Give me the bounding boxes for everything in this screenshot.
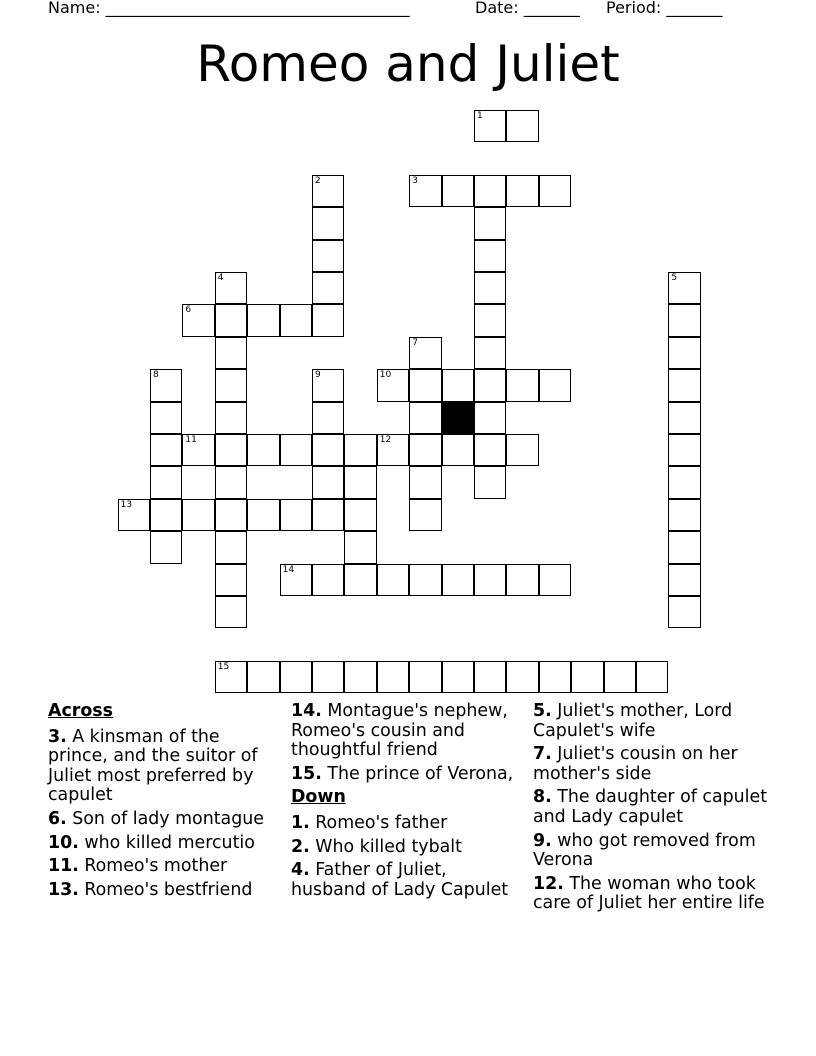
grid-cell[interactable] [409,466,441,498]
clue-text: Father of Juliet, husband of Lady Capulet [291,860,509,900]
grid-cell[interactable] [377,564,409,596]
grid-cell[interactable] [474,207,506,239]
grid-cell[interactable] [280,304,312,336]
grid-cell[interactable] [668,596,700,628]
grid-cell[interactable] [442,661,474,693]
clue-item [291,838,523,858]
clue-number: 13. [48,879,79,900]
grid-cell[interactable] [474,304,506,336]
cell-number: 11 [185,435,197,445]
grid-cell[interactable] [409,661,441,693]
clue-number: 2. [291,836,310,857]
grid-cell[interactable] [215,304,247,336]
clue-text: A kinsman of the prince, and the suitor of Juliet most preferred by capulet [48,726,258,806]
clue-item [533,832,773,871]
grid-cell[interactable] [409,369,441,401]
grid-cell[interactable] [182,304,214,336]
grid-cell[interactable] [215,564,247,596]
grid-cell[interactable] [215,466,247,498]
grid-cell[interactable] [312,402,344,434]
grid-cell[interactable] [474,175,506,207]
clue-number: 4. [291,860,310,881]
grid-cell[interactable] [247,434,279,466]
grid-cell[interactable] [247,661,279,693]
grid-cell[interactable] [668,369,700,401]
grid-cell[interactable] [474,661,506,693]
grid-cell[interactable] [571,661,603,693]
clue-text: The woman who took care of Juliet her entire life [533,873,765,914]
grid-cell[interactable] [312,240,344,272]
cell-number: 3 [412,175,418,186]
grid-cell[interactable] [215,661,247,693]
clue-item [48,881,280,901]
grid-cell[interactable] [668,337,700,369]
clue-item [291,861,523,900]
grid-cell[interactable] [474,337,506,369]
grid-cell[interactable] [442,369,474,401]
grid-cell[interactable] [539,369,571,401]
cell-number: 5 [671,273,678,283]
grid-cell[interactable] [668,466,700,498]
grid-cell[interactable] [118,499,150,531]
cell-number: 13 [120,499,133,510]
grid-cell[interactable] [280,499,312,531]
grid-cell[interactable] [312,207,344,239]
clue-item [48,728,280,806]
grid-cell[interactable] [215,434,247,466]
grid-cell[interactable] [539,564,571,596]
cell-number: 14 [282,564,295,575]
clue-number: 15. [291,763,322,784]
grid-cell[interactable] [312,175,344,207]
grid-cell[interactable] [247,499,279,531]
grid-cell[interactable] [474,434,506,466]
clue-text: who got removed from Verona [533,830,756,871]
grid-cell[interactable] [215,499,247,531]
cell-number: 10 [379,370,392,381]
clue-number: 10. [48,832,79,853]
clue-number: 7. [533,744,552,765]
grid-cell[interactable] [604,661,636,693]
cell-number: 8 [153,370,159,381]
grid-cell[interactable] [409,564,441,596]
grid-cell[interactable] [474,110,506,142]
clue-number: 3. [48,726,67,747]
grid-cell[interactable] [409,499,441,531]
grid-cell[interactable] [150,369,182,401]
clue-item [533,788,773,827]
cell-number: 15 [217,661,230,672]
grid-cell[interactable] [442,175,474,207]
grid-cell[interactable] [442,564,474,596]
grid-cell[interactable] [215,369,247,401]
grid-cell[interactable] [668,499,700,531]
clue-number: 14. [291,701,322,721]
grid-cell[interactable] [474,240,506,272]
grid-cell[interactable] [636,661,668,693]
grid-cell[interactable] [280,661,312,693]
grid-cell[interactable] [150,466,182,498]
grid-cell[interactable] [474,402,506,434]
grid-cell[interactable] [474,272,506,304]
period-field: Period: _______ [606,0,723,17]
clue-number: 6. [48,808,67,829]
grid-cell[interactable] [506,175,538,207]
grid-cell[interactable] [150,434,182,466]
grid-cell[interactable] [506,434,538,466]
clue-text: Romeo's mother [78,856,228,877]
grid-cell[interactable] [409,175,441,207]
grid-cell[interactable] [506,369,538,401]
clue-item [291,814,523,834]
grid-cell[interactable] [668,434,700,466]
grid-cell[interactable] [182,499,214,531]
clues-heading-across: Across [48,701,113,721]
cell-number: 9 [315,370,321,381]
grid-cell[interactable] [377,661,409,693]
grid-cell[interactable] [312,369,344,401]
cell-number: 12 [379,435,392,445]
cell-number: 7 [412,337,418,348]
clues-column-3 [533,702,773,918]
grid-cell[interactable] [506,564,538,596]
clue-number: 5. [533,701,552,721]
grid-cell[interactable] [442,434,474,466]
grid-cell[interactable] [668,531,700,563]
grid-cell[interactable] [312,434,344,466]
puzzle-title: Romeo and Juliet [196,35,620,93]
cell-number: 1 [477,111,483,121]
grid-cell[interactable] [474,564,506,596]
clue-number: 1. [291,812,310,833]
grid-cell[interactable] [409,402,441,434]
clue-text: Romeo's father [309,812,448,833]
clue-text: Juliet's mother, Lord Capulet's wife [533,701,733,741]
clue-item [291,702,523,761]
clue-item [48,834,280,854]
clues-column-1 [48,702,280,904]
clues-heading-down: Down [291,787,346,808]
grid-cell[interactable] [312,304,344,336]
clue-text: who killed mercutio [78,832,255,853]
clue-item [291,765,523,785]
grid-cell[interactable] [280,564,312,596]
grid-cell[interactable] [539,661,571,693]
clue-number: 12. [533,873,564,894]
clue-number: 9. [533,830,552,851]
grid-cell[interactable] [344,434,376,466]
clue-number: 8. [533,787,552,808]
grid-cell[interactable] [474,466,506,498]
grid-cell[interactable] [344,466,376,498]
grid-cell[interactable] [506,661,538,693]
grid-cell[interactable] [150,531,182,563]
grid-cell[interactable] [474,369,506,401]
grid-cell[interactable] [344,531,376,563]
grid-cell[interactable] [409,434,441,466]
clue-item [48,810,280,830]
grid-cell[interactable] [377,434,409,466]
grid-cell[interactable] [247,304,279,336]
grid-cell[interactable] [215,272,247,304]
clue-text: The daughter of capulet and Lady capulet [533,787,768,827]
grid-cell[interactable] [215,337,247,369]
clue-text: Romeo's bestfriend [78,879,253,900]
grid-cell[interactable] [312,564,344,596]
grid-cell[interactable] [215,402,247,434]
grid-cell[interactable] [344,661,376,693]
grid-cell[interactable] [539,175,571,207]
grid-cell[interactable] [280,434,312,466]
black-square [442,402,474,434]
clue-text: Montague's nephew, Romeo's cousin and thoughtful friend [291,701,508,761]
grid-cell[interactable] [409,337,441,369]
clue-text: Son of lady montague [66,808,264,829]
grid-cell[interactable] [344,564,376,596]
cell-number: 2 [315,175,321,186]
cell-number: 4 [217,273,224,283]
clue-item [533,745,773,784]
name-field: Name: ______________________________________ [48,0,410,17]
grid-cell[interactable] [150,402,182,434]
grid-cell[interactable] [668,564,700,596]
clue-number: 11. [48,856,79,877]
grid-cell[interactable] [182,434,214,466]
clue-item [533,702,773,741]
grid-cell[interactable] [312,466,344,498]
cell-number: 6 [185,305,192,316]
grid-cell[interactable] [312,661,344,693]
grid-cell[interactable] [215,596,247,628]
grid-cell[interactable] [344,499,376,531]
grid-cell[interactable] [150,499,182,531]
clue-text: Who killed tybalt [309,836,462,857]
clue-text: Juliet's cousin on her mother's side [533,744,738,784]
grid-cell[interactable] [506,110,538,142]
clue-item [533,875,773,914]
clue-item [48,857,280,877]
grid-cell[interactable] [668,272,700,304]
grid-cell[interactable] [377,369,409,401]
clues-column-2 [291,702,523,904]
grid-cell[interactable] [312,499,344,531]
grid-cell[interactable] [312,272,344,304]
clue-text: The prince of Verona, [321,763,514,784]
grid-cell[interactable] [668,304,700,336]
grid-cell[interactable] [215,531,247,563]
date-field: Date: _______ [475,0,580,17]
grid-cell[interactable] [668,402,700,434]
